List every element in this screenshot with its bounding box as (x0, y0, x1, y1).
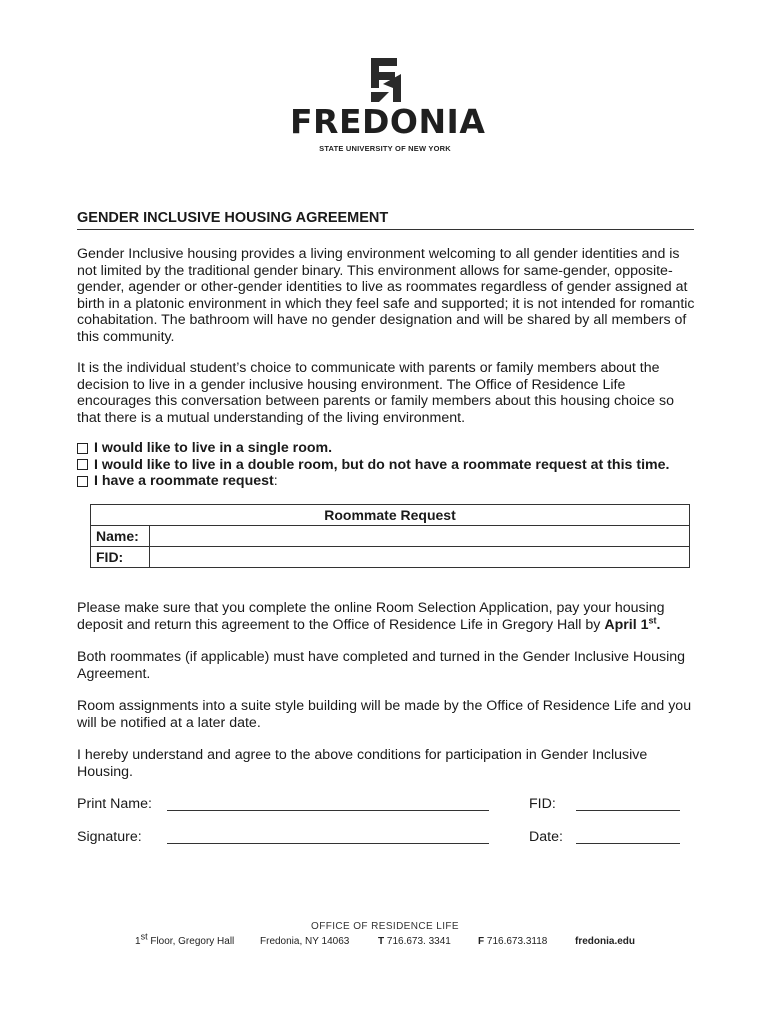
footer-phone-number: 716.673. 3341 (384, 936, 451, 947)
document-title: GENDER INCLUSIVE HOUSING AGREEMENT (77, 210, 694, 230)
footer-floor-number: 1 (135, 936, 141, 947)
footer-fax-number: 716.673.3118 (484, 936, 548, 947)
footer-floor-text: Floor, Gregory Hall (147, 936, 235, 947)
logo-subtitle: STATE UNIVERSITY OF NEW YORK (319, 144, 451, 153)
deadline-period: . (656, 616, 661, 633)
name-label: Name: (91, 526, 150, 547)
footer-office-name: OFFICE OF RESIDENCE LIFE (311, 921, 459, 932)
fid-signature-field[interactable] (576, 810, 680, 811)
footer-floor-sup: st (140, 931, 148, 942)
roommates-paragraph: Both roommates (if applicable) must have completed and turned in the Gender Inclusive Housing Agreement. (77, 649, 686, 682)
signature-label: Signature: (77, 829, 142, 845)
option-label: I have a roommate request (94, 473, 274, 490)
footer-phone (378, 936, 451, 947)
roommate-request-table (90, 504, 690, 568)
parent-communication-paragraph: It is the individual student’s choice to communicate with parents or family members about the decision to live in a gender inclusive housing environment. The Office of Residence Life encourages this conversation between parents or family members about this housing choice so that there is a mutual understanding of the living environment. (77, 360, 674, 426)
footer-phone-label: T (378, 936, 385, 947)
room-options (77, 440, 717, 490)
footer-address (135, 931, 235, 947)
roommate-name-field[interactable] (150, 526, 690, 547)
roommate-fid-field[interactable] (150, 547, 690, 568)
deadline-text: Please make sure that you complete the online Room Selection Application, pay your housing deposit and return this agreement to the Office of Residence Life in Gregory Hall by (77, 600, 665, 633)
date-label: Date: (529, 829, 563, 845)
roommate-request-checkbox[interactable] (77, 476, 88, 487)
print-name-field[interactable] (167, 810, 489, 811)
deadline-date-text: April 1 (604, 616, 649, 633)
intro-paragraph: Gender Inclusive housing provides a living environment welcoming to all gender identities and is not limited by the traditional gender binary. This environment allows for same-gender, opposite-gender, agender or other-gender identities to live as roommates regardless of gender assigned at birth in a platonic environment in which they feel safe and supported; it is not intended for romantic cohabitation. The bathroom will have no gender designation and will be shared by all members of this community. (77, 246, 695, 345)
fid-label: FID: (91, 547, 150, 568)
fid-signature-label: FID: (529, 796, 556, 812)
deadline-date (604, 614, 661, 633)
deadline-paragraph (77, 600, 697, 633)
double-room-checkbox[interactable] (77, 459, 88, 470)
signature-row (77, 829, 687, 849)
signature-field[interactable] (167, 843, 489, 844)
fredonia-mark-icon (365, 58, 405, 102)
date-field[interactable] (576, 843, 680, 844)
single-room-checkbox[interactable] (77, 443, 88, 454)
agreement-paragraph: I hereby understand and agree to the above conditions for participation in Gender Inclusive Housing. (77, 747, 648, 780)
option-label: I would like to live in a double room, but do not have a roommate request at this time. (94, 456, 670, 473)
footer-fax (478, 936, 547, 947)
print-name-label: Print Name: (77, 796, 152, 812)
footer-city: Fredonia, NY 14063 (260, 936, 350, 947)
roommate-request-option[interactable] (77, 473, 717, 490)
assignments-paragraph: Room assignments into a suite style building will be made by the Office of Residence Life and you will be notified at a later date. (77, 698, 692, 731)
deadline-date-sup: st (648, 614, 657, 625)
footer-website-link[interactable]: fredonia.edu (575, 936, 636, 947)
single-room-option[interactable] (77, 440, 717, 457)
option-colon: : (273, 473, 278, 490)
logo-wordmark: FREDONIA (290, 102, 486, 141)
footer-fax-label: F (478, 936, 485, 947)
roommate-request-heading: Roommate Request (91, 505, 690, 526)
print-name-row (77, 796, 687, 816)
double-room-option[interactable] (77, 457, 717, 474)
option-label: I would like to live in a single room. (94, 440, 333, 456)
fredonia-logo (290, 58, 486, 153)
